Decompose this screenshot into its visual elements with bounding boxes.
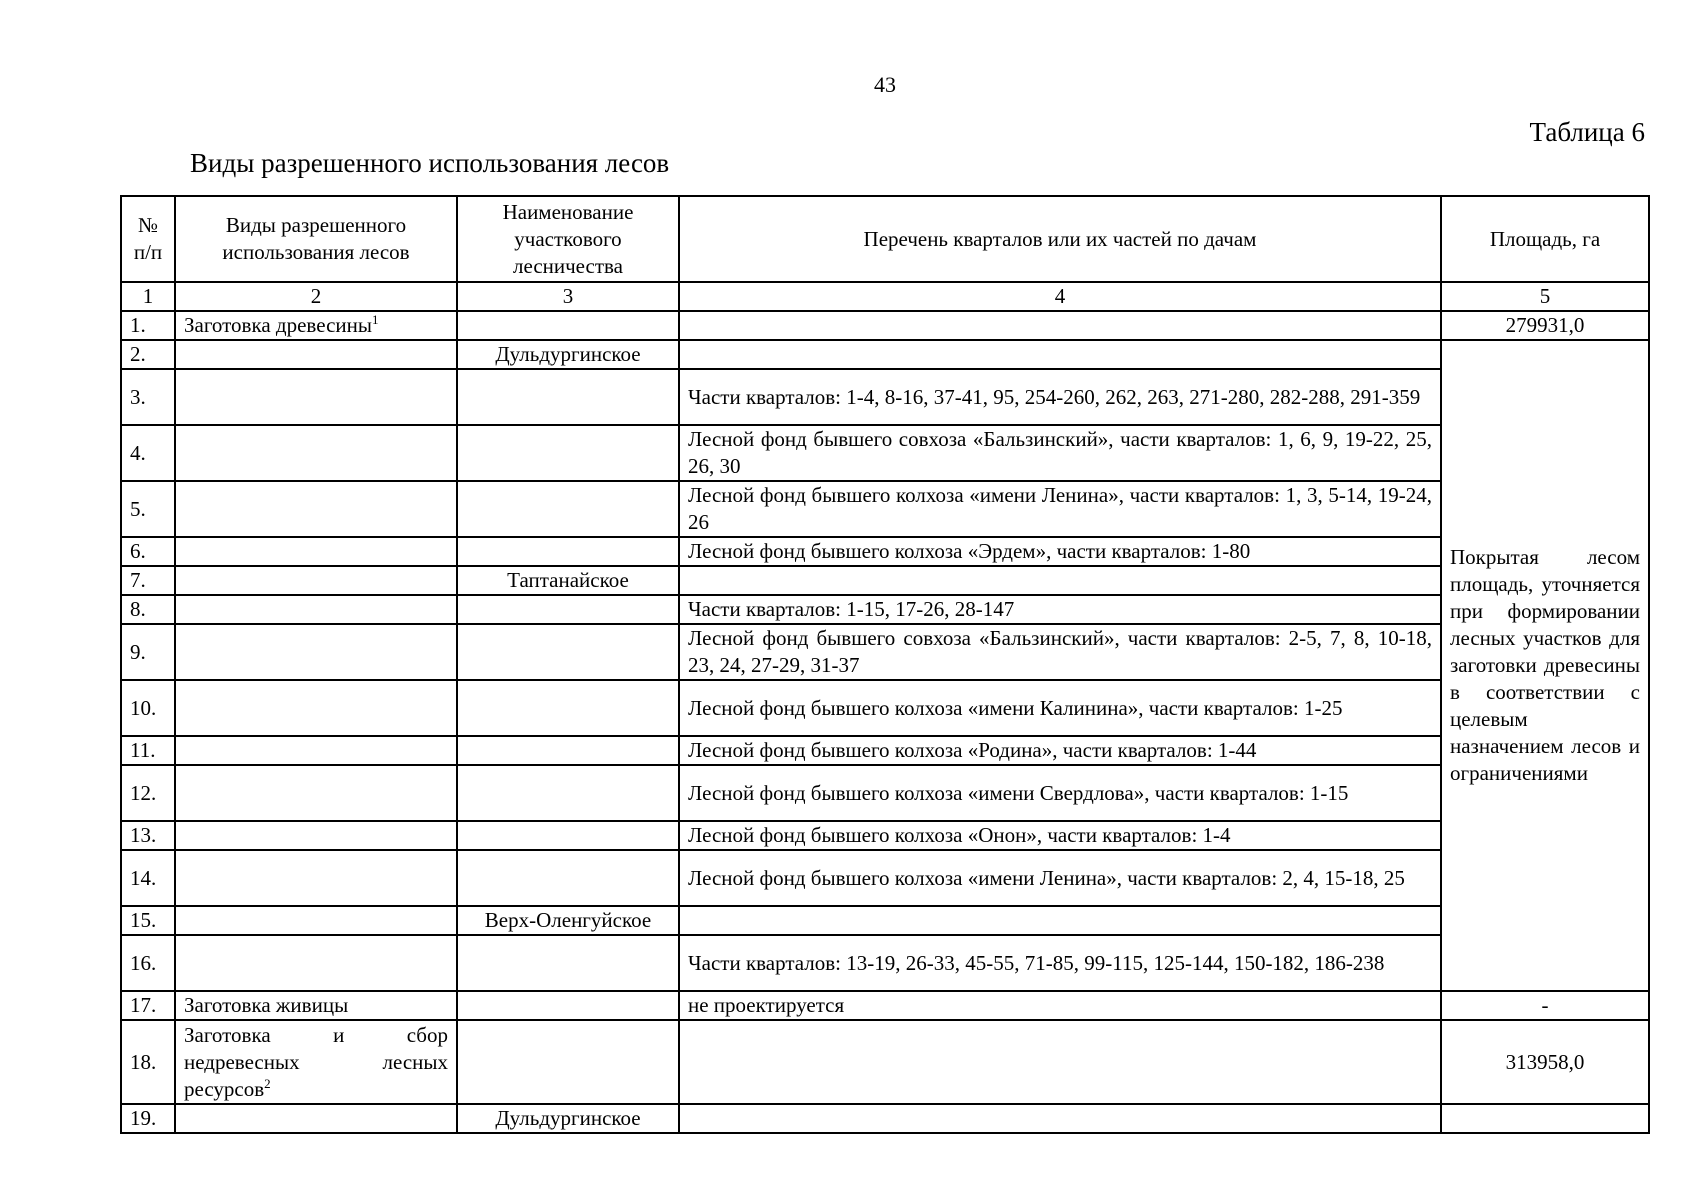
table-row xyxy=(121,935,1649,991)
row-number: 10. xyxy=(121,680,175,736)
use-type-cell xyxy=(175,481,457,537)
use-type-text: Заготовка и сбор недревесных лесных ресурсов xyxy=(184,1022,448,1101)
row-number: 8. xyxy=(121,595,175,624)
table-row xyxy=(121,991,1649,1020)
use-type-cell xyxy=(175,821,457,850)
forestry-cell xyxy=(457,680,679,736)
table-row xyxy=(121,595,1649,624)
use-type-cell xyxy=(175,1104,457,1133)
forestry-cell xyxy=(457,765,679,821)
row-number: 13. xyxy=(121,821,175,850)
quarters-cell xyxy=(679,906,1441,935)
column-header-area: Площадь, га xyxy=(1441,196,1649,282)
column-number: 1 xyxy=(121,282,175,311)
use-type-cell xyxy=(175,595,457,624)
quarters-cell: Лесной фонд бывшего колхоза «имени Свердлова», части кварталов: 1-15 xyxy=(679,765,1441,821)
row-number: 11. xyxy=(121,736,175,765)
forestry-cell xyxy=(457,935,679,991)
quarters-cell xyxy=(679,566,1441,595)
row-number: 19. xyxy=(121,1104,175,1133)
footnote-marker: 1 xyxy=(371,312,379,327)
quarters-cell: Лесной фонд бывшего совхоза «Бальзинский», части кварталов: 2-5, 7, 8, 10-18, 23, 24, 27-29, 31-37 xyxy=(679,624,1441,680)
column-number: 3 xyxy=(457,282,679,311)
use-type-cell xyxy=(175,850,457,906)
forestry-cell xyxy=(457,1020,679,1104)
forest-use-table xyxy=(120,195,1650,1134)
row-number: 9. xyxy=(121,624,175,680)
quarters-cell: Части кварталов: 1-4, 8-16, 37-41, 95, 254-260, 262, 263, 271-280, 282-288, 291-359 xyxy=(679,369,1441,425)
use-type-text: Заготовка древесины xyxy=(184,313,372,337)
use-type-cell: Заготовка живицы xyxy=(175,991,457,1020)
use-type-cell xyxy=(175,425,457,481)
table-row xyxy=(121,425,1649,481)
column-header-quarters: Перечень кварталов или их частей по дачам xyxy=(679,196,1441,282)
area-cell: 279931,0 xyxy=(1441,311,1649,340)
use-type-cell xyxy=(175,311,457,340)
table-row xyxy=(121,1020,1649,1104)
use-type-cell xyxy=(175,680,457,736)
table-row xyxy=(121,821,1649,850)
use-type-cell xyxy=(175,736,457,765)
column-header-forestry: Наименование участкового лесничества xyxy=(457,196,679,282)
forestry-cell xyxy=(457,991,679,1020)
quarters-cell: Лесной фонд бывшего совхоза «Бальзинский», части кварталов: 1, 6, 9, 19-22, 25, 26, 30 xyxy=(679,425,1441,481)
table-row xyxy=(121,765,1649,821)
table-row xyxy=(121,566,1649,595)
use-type-cell xyxy=(175,935,457,991)
row-number: 16. xyxy=(121,935,175,991)
table-row xyxy=(121,311,1649,340)
quarters-cell: Части кварталов: 13-19, 26-33, 45-55, 71-85, 99-115, 125-144, 150-182, 186-238 xyxy=(679,935,1441,991)
forestry-cell: Таптанайское xyxy=(457,566,679,595)
use-type-cell xyxy=(175,624,457,680)
area-cell xyxy=(1441,1104,1649,1133)
row-number: 14. xyxy=(121,850,175,906)
quarters-cell xyxy=(679,1104,1441,1133)
forestry-cell xyxy=(457,595,679,624)
area-cell: - xyxy=(1441,991,1649,1020)
table-row xyxy=(121,680,1649,736)
row-number: 6. xyxy=(121,537,175,566)
table-row xyxy=(121,369,1649,425)
table-row xyxy=(121,736,1649,765)
quarters-cell: Лесной фонд бывшего колхоза «Родина», части кварталов: 1-44 xyxy=(679,736,1441,765)
quarters-cell: не проектируется xyxy=(679,991,1441,1020)
quarters-cell: Части кварталов: 1-15, 17-26, 28-147 xyxy=(679,595,1441,624)
column-number-row xyxy=(121,282,1649,311)
forestry-cell: Верх-Оленгуйское xyxy=(457,906,679,935)
row-number: 7. xyxy=(121,566,175,595)
quarters-cell xyxy=(679,1020,1441,1104)
forestry-cell xyxy=(457,624,679,680)
column-number: 4 xyxy=(679,282,1441,311)
area-note-text: Покрытая лесом площадь, уточняется при формировании лесных участков для заготовки древесины в соответствии с целевым назначением лесов и ограничениями xyxy=(1450,545,1640,785)
table-row xyxy=(121,906,1649,935)
use-type-cell xyxy=(175,340,457,369)
table-label: Таблица 6 xyxy=(1529,117,1645,147)
quarters-cell: Лесной фонд бывшего колхоза «Онон», части кварталов: 1-4 xyxy=(679,821,1441,850)
table-row xyxy=(121,481,1649,537)
forestry-cell xyxy=(457,311,679,340)
forestry-cell xyxy=(457,481,679,537)
area-note-merged-cell xyxy=(1441,340,1649,991)
table-header-row xyxy=(121,196,1649,282)
forestry-cell xyxy=(457,537,679,566)
quarters-cell: Лесной фонд бывшего колхоза «Эрдем», части кварталов: 1-80 xyxy=(679,537,1441,566)
forestry-cell xyxy=(457,850,679,906)
column-header-num: № п/п xyxy=(121,196,175,282)
use-type-cell xyxy=(175,1020,457,1104)
document-title: Виды разрешенного использования лесов xyxy=(190,148,670,178)
quarters-cell: Лесной фонд бывшего колхоза «имени Ленина», части кварталов: 1, 3, 5-14, 19-24, 26 xyxy=(679,481,1441,537)
area-cell: 313958,0 xyxy=(1441,1020,1649,1104)
table-row xyxy=(121,537,1649,566)
forestry-cell xyxy=(457,425,679,481)
row-number: 2. xyxy=(121,340,175,369)
row-number: 17. xyxy=(121,991,175,1020)
use-type-cell xyxy=(175,369,457,425)
table-row xyxy=(121,340,1649,369)
forestry-cell xyxy=(457,736,679,765)
row-number: 4. xyxy=(121,425,175,481)
row-number: 15. xyxy=(121,906,175,935)
forestry-cell xyxy=(457,369,679,425)
row-number: 3. xyxy=(121,369,175,425)
footnote-marker: 2 xyxy=(264,1075,271,1091)
quarters-cell xyxy=(679,340,1441,369)
page-number: 43 xyxy=(874,72,896,97)
table-row xyxy=(121,850,1649,906)
row-number: 1. xyxy=(121,311,175,340)
quarters-cell: Лесной фонд бывшего колхоза «имени Ленина», части кварталов: 2, 4, 15-18, 25 xyxy=(679,850,1441,906)
column-number: 2 xyxy=(175,282,457,311)
use-type-cell xyxy=(175,765,457,821)
forestry-cell xyxy=(457,821,679,850)
row-number: 5. xyxy=(121,481,175,537)
use-type-cell xyxy=(175,906,457,935)
table-row xyxy=(121,624,1649,680)
table-row xyxy=(121,1104,1649,1133)
forestry-cell: Дульдургинское xyxy=(457,1104,679,1133)
column-header-type: Виды разрешенного использования лесов xyxy=(175,196,457,282)
row-number: 18. xyxy=(121,1020,175,1104)
column-number: 5 xyxy=(1441,282,1649,311)
quarters-cell xyxy=(679,311,1441,340)
quarters-cell: Лесной фонд бывшего колхоза «имени Калинина», части кварталов: 1-25 xyxy=(679,680,1441,736)
row-number: 12. xyxy=(121,765,175,821)
use-type-cell xyxy=(175,537,457,566)
use-type-cell xyxy=(175,566,457,595)
forestry-cell: Дульдургинское xyxy=(457,340,679,369)
